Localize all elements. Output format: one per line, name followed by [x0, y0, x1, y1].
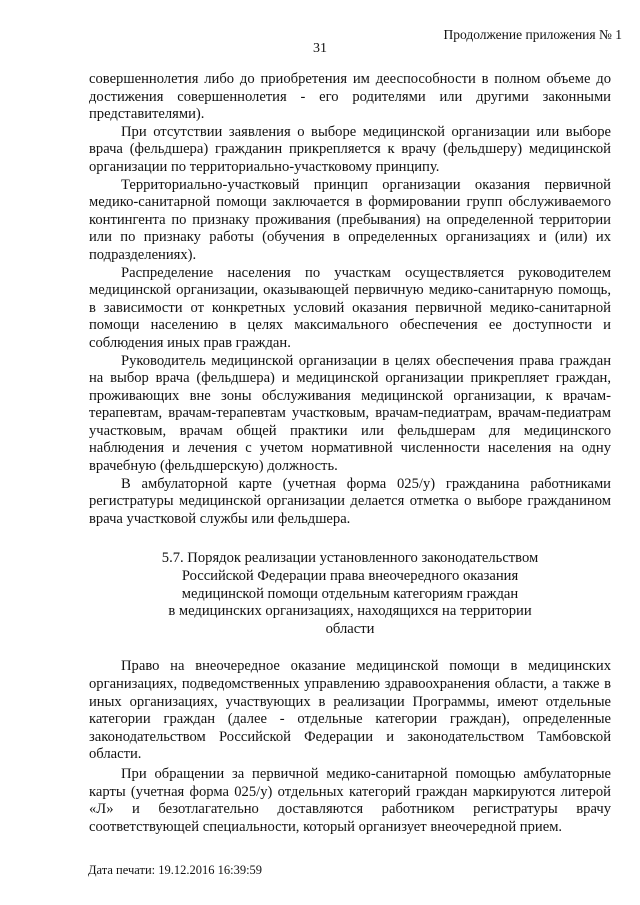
- paragraph-priority-right: Право на внеочередное оказание медицинской помощи в медицинских организациях, подведомственных управлению здравоохранения области, а также в иных организациях, участвующих в реализации Программы, имеют отдельные категории граждан (далее - отдельные категории граждан), определенные законодательством Российской Федерации и законодательством Тамбовской области.: [89, 658, 611, 763]
- document-body: [89, 71, 611, 836]
- paragraph-no-application: При отсутствии заявления о выборе медицинской организации или выборе врача (фельдшера) гражданин прикрепляется к врачу (фельдшеру) медицинской организации по территориально-участковому принципу.: [89, 123, 611, 175]
- paragraph-continuation: совершеннолетия либо до приобретения им дееспособности в полном объеме до достижения совершеннолетия - его родителями или другими законными представителями).: [89, 71, 611, 123]
- appendix-continuation-header: Продолжение приложения № 1: [443, 27, 622, 42]
- section-title-line: области: [325, 620, 375, 637]
- section-title-line: медицинской помощи отдельным категориям граждан: [181, 585, 519, 602]
- page-number: 31: [313, 41, 327, 56]
- section-title-line: 5.7. Порядок реализации установленного законодательством: [161, 550, 539, 567]
- section-title-line: Российской Федерации права внеочередного оказания: [181, 568, 519, 585]
- paragraph-territorial-principle: Территориально-участковый принцип организации оказания первичной медико-санитарной помощи заключается в формировании групп обслуживаемого контингента по признаку проживания (пребывания) на определенной территории или по признаку работы (обучения в определенных организациях и (или) их подразделениях).: [89, 176, 611, 263]
- paragraph-head-of-organization: Руководитель медицинской организации в целях обеспечения права граждан на выбор врача (фельдшера) и медицинской организации прикрепляет граждан, проживающих вне зоны обслуживания медицинской организации, к врачам-терапевтам, врачам-терапевтам участковым, врачам-педиатрам, врачам-педиатрам участковым, врачам общей практики или фельдшерам для медицинского наблюдения и лечения с учетом нормативной численности населения на одну врачебную (фельдшерскую) должность.: [89, 352, 611, 475]
- print-date: Дата печати: 19.12.2016 16:39:59: [88, 863, 263, 877]
- section-title: [89, 550, 611, 638]
- paragraph-population-distribution: Распределение населения по участкам осуществляется руководителем медицинской организации, оказывающей первичную медико-санитарную помощь, в зависимости от конкретных условий оказания первичной медико-санитарной помощи населению в целях максимального обеспечения ее доступности и соблюдения иных прав граждан.: [89, 264, 611, 351]
- paragraph-priority-procedure: При обращении за первичной медико-санитарной помощью амбулаторные карты (учетная форма 025/у) отдельных категорий граждан маркируются литерой «Л» и безотлагательно доставляются работником регистратуры врачу соответствующей специальности, который организует внеочередной прием.: [89, 765, 611, 835]
- section-title-line: в медицинских организациях, находящихся на территории: [168, 603, 532, 620]
- paragraph-outpatient-card: В амбулаторной карте (учетная форма 025/у) гражданина работниками регистратуры медицинской организации делается отметка о выборе гражданином врача участковой службы или фельдшера.: [89, 475, 611, 527]
